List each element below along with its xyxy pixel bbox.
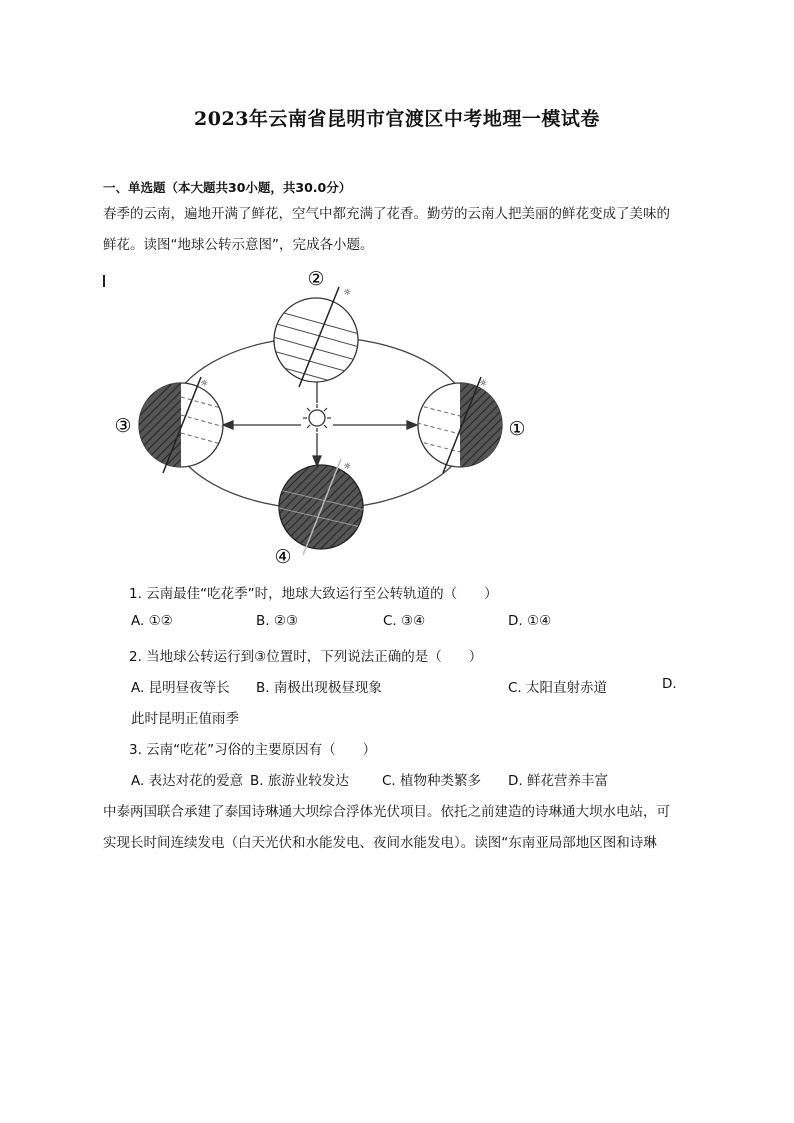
q2-option-c: C. 太阳直射赤道 bbox=[508, 680, 608, 696]
q1-option-b: B. ②③ bbox=[256, 613, 299, 629]
q2-option-d: D. bbox=[662, 676, 677, 692]
q2-option-b: B. 南极出现极昼现象 bbox=[256, 680, 382, 696]
svg-text:☼: ☼ bbox=[479, 379, 488, 389]
question-2-stem: 2. 当地球公转运行到③位置时，下列说法正确的是（ ） bbox=[129, 649, 483, 665]
figure-svg bbox=[103, 265, 533, 570]
q1-option-c: C. ③④ bbox=[383, 613, 426, 629]
q3-option-a: A. 表达对花的爱意 bbox=[131, 773, 244, 789]
earth-revolution-figure bbox=[103, 265, 533, 570]
svg-text:☼: ☼ bbox=[343, 288, 352, 298]
question-3-stem: 3. 云南“吃花”习俗的主要原因有（ ） bbox=[129, 742, 377, 758]
earth-position-4 bbox=[279, 459, 365, 555]
closing-paragraph bbox=[103, 797, 695, 859]
sun-icon bbox=[303, 404, 331, 432]
q3-option-c: C. 植物种类繁多 bbox=[382, 773, 482, 789]
q3-option-b: B. 旅游业较发达 bbox=[250, 773, 349, 789]
q2-option-a: A. 昆明昼夜等长 bbox=[131, 680, 230, 696]
intro-line-1: 春季的云南，遍地开满了鲜花，空气中都充满了花香。勤劳的云南人把美丽的鲜花变成了美味的 bbox=[103, 206, 670, 222]
earth-position-2 bbox=[273, 287, 363, 390]
intro-line-2: 鲜花。读图“地球公转示意图”，完成各小题。 bbox=[103, 237, 374, 253]
section-heading: 一、单选题（本大题共30小题，共30.0分） bbox=[103, 180, 352, 195]
earth-position-3 bbox=[139, 377, 228, 473]
closing-line-2: 实现长时间连续发电（白天光伏和水能发电、夜间水能发电）。读图“东南亚局部地区图和诗琳 bbox=[103, 835, 657, 851]
closing-line-1: 中泰两国联合承建了泰国诗琳通大坝综合浮体光伏项目。依托之前建造的诗琳通大坝水电站，可 bbox=[103, 804, 670, 820]
label-3: ③ bbox=[114, 415, 132, 437]
label-4: ④ bbox=[274, 546, 292, 568]
intro-paragraph bbox=[103, 199, 695, 261]
earth-position-1 bbox=[417, 377, 502, 473]
svg-text:☼: ☼ bbox=[200, 379, 209, 389]
page-title: 2023年云南省昆明市官渡区中考地理一模试卷 bbox=[194, 108, 600, 130]
q1-option-a: A. ①② bbox=[131, 613, 173, 629]
label-1: ① bbox=[508, 418, 526, 440]
q2-option-d-text: 此时昆明正值雨季 bbox=[131, 711, 239, 727]
svg-text:☼: ☼ bbox=[343, 462, 352, 472]
label-2: ② bbox=[307, 268, 325, 290]
q1-option-d: D. ①④ bbox=[508, 613, 552, 629]
question-1-stem: 1. 云南最佳“吃花季”时，地球大致运行至公转轨道的（ ） bbox=[129, 586, 498, 602]
q3-option-d: D. 鲜花营养丰富 bbox=[508, 773, 608, 789]
